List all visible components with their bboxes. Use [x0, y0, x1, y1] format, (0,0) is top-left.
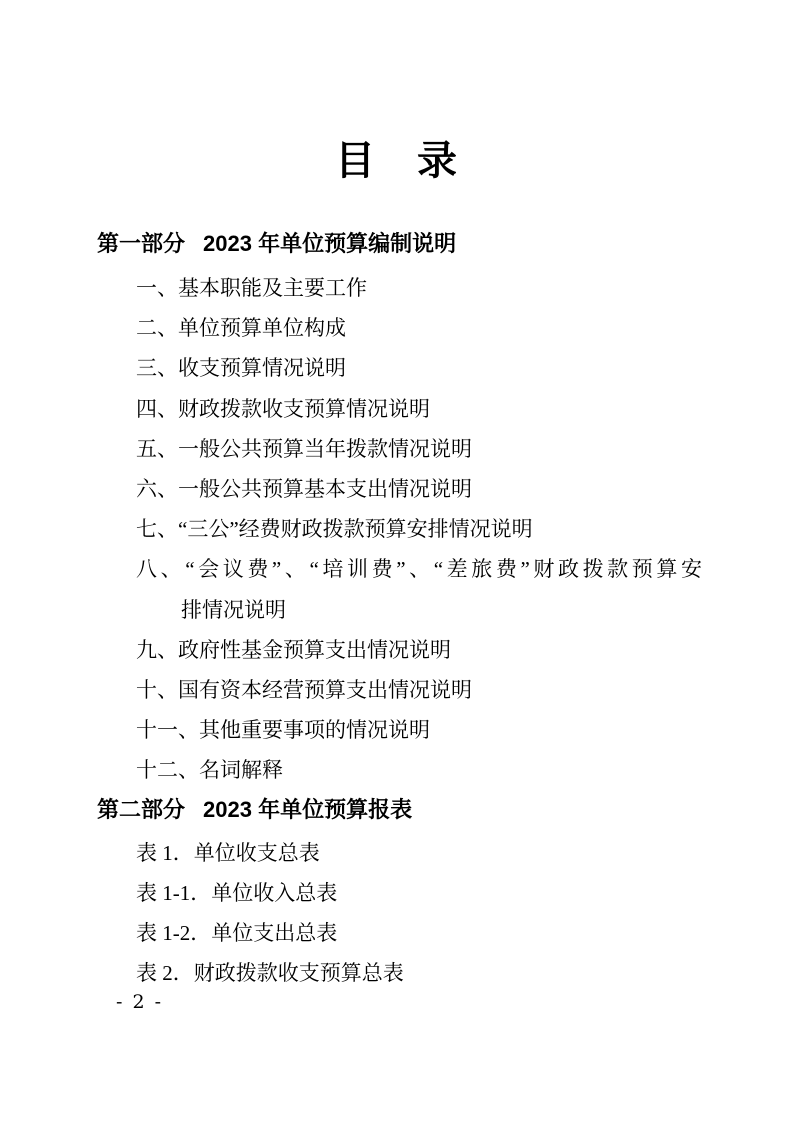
toc-list-part2 — [136, 833, 793, 994]
toc-entry: 十一、其他重要事项的情况说明 — [136, 718, 430, 743]
toc-entry: 二、单位预算单位构成 — [136, 316, 346, 341]
toc-entry: 表 1．单位收支总表 — [136, 840, 320, 865]
toc-entry: 表 2．财政拨款收支预算总表 — [136, 961, 404, 986]
toc-entry: 一、基本职能及主要工作 — [136, 276, 367, 300]
part2-heading-title: 2023 年单位预算报表 — [203, 796, 413, 822]
toc-entry: 六、一般公共预算基本支出情况说明 — [136, 477, 472, 502]
part2-heading-label: 第二部分 — [97, 796, 186, 822]
toc-entry: 十二、名词解释 — [136, 758, 283, 783]
toc-entry: 三、收支预算情况说明 — [136, 356, 346, 381]
toc-entry: 五、一般公共预算当年拨款情况说明 — [136, 436, 472, 461]
toc-entry: 表 1-1．单位收入总表 — [136, 880, 338, 905]
toc-entry: 七、“三公”经费财政拨款预算安排情况说明 — [136, 517, 533, 542]
part2-heading — [97, 795, 793, 825]
toc-entry: 八、“会议费”、“培训费”、“差旅费”财政拨款预算安 — [136, 557, 702, 582]
part1-heading-title: 2023 年单位预算编制说明 — [203, 231, 457, 256]
toc-entry: 表 1-2．单位支出总表 — [136, 921, 338, 946]
toc-entry: 排情况说明 — [181, 597, 286, 622]
toc-entry: 四、财政拨款收支预算情况说明 — [136, 396, 430, 421]
part1-heading — [97, 229, 793, 259]
toc-entry: 九、政府性基金预算支出情况说明 — [136, 637, 451, 662]
document-title: 目 录 — [335, 139, 458, 183]
toc-entry: 十、国有资本经营预算支出情况说明 — [136, 678, 472, 703]
toc-list-part1 — [136, 268, 793, 791]
page-number: - 2 - — [116, 991, 164, 1013]
part1-heading-label: 第一部分 — [97, 231, 186, 256]
